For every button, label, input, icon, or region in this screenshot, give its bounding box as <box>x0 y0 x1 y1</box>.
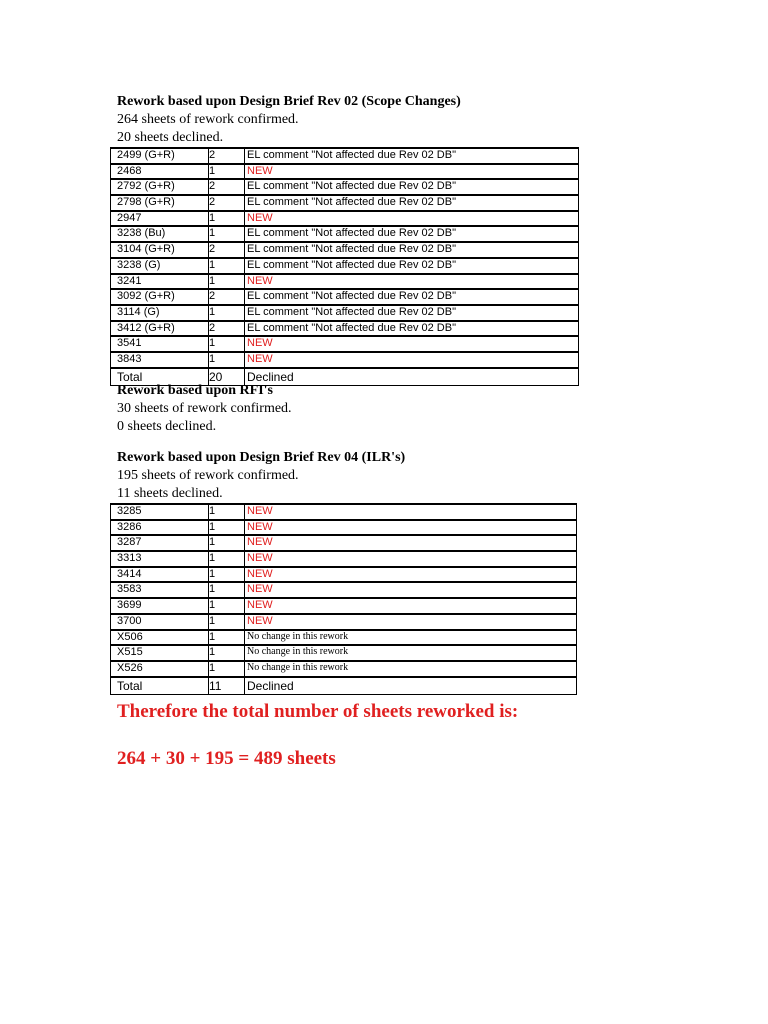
sheet-count-cell: 1 <box>209 226 245 242</box>
sheet-count-cell: 1 <box>209 551 245 567</box>
sheet-count-cell: 1 <box>209 614 245 630</box>
total-count-cell: 20 <box>209 368 245 386</box>
sheet-number-cell: 3700 <box>111 614 209 630</box>
table-row <box>111 598 577 614</box>
sheet-number-cell: 3287 <box>111 535 209 551</box>
sheet-count-cell: 1 <box>209 661 245 677</box>
sheet-number-cell: 2798 (G+R) <box>111 195 209 211</box>
sheet-number-cell: 3414 <box>111 567 209 583</box>
table-row <box>111 614 577 630</box>
sheet-count-cell: 1 <box>209 630 245 646</box>
sheet-number-cell: 3241 <box>111 274 209 290</box>
table-row <box>111 258 579 274</box>
total-comment-cell: Declined <box>245 677 577 695</box>
sheet-count-cell: 1 <box>209 258 245 274</box>
conclusion-total: 264 + 30 + 195 = 489 sheets <box>117 748 336 769</box>
sheet-number-cell: 3104 (G+R) <box>111 242 209 258</box>
table-row <box>111 289 579 305</box>
new-status-cell: NEW <box>245 535 577 551</box>
comment-cell: EL comment "Not affected due Rev 02 DB" <box>245 242 579 258</box>
sheet-count-cell: 1 <box>209 164 245 180</box>
comment-cell: No change in this rework <box>245 630 577 646</box>
table-row <box>111 535 577 551</box>
new-status-cell: NEW <box>245 274 579 290</box>
table-row <box>111 630 577 646</box>
section-rfis <box>117 382 292 436</box>
new-status-cell: NEW <box>245 614 577 630</box>
section-ilrs <box>117 449 405 503</box>
section-heading: Rework based upon Design Brief Rev 02 (Scope Changes) <box>117 94 461 109</box>
new-status-cell: NEW <box>245 352 579 368</box>
sheet-number-cell: X506 <box>111 630 209 646</box>
new-status-cell: NEW <box>245 582 577 598</box>
table-row <box>111 520 577 536</box>
table-row <box>111 226 579 242</box>
sheet-count-cell: 2 <box>209 179 245 195</box>
sheet-count-cell: 1 <box>209 645 245 661</box>
sheet-number-cell: 3843 <box>111 352 209 368</box>
sheet-count-cell: 1 <box>209 211 245 227</box>
sheet-count-cell: 1 <box>209 598 245 614</box>
declined-line: 11 sheets declined. <box>117 486 223 501</box>
sheet-number-cell: 3541 <box>111 336 209 352</box>
sheet-number-cell: 3699 <box>111 598 209 614</box>
declined-line: 0 sheets declined. <box>117 419 217 434</box>
section-heading: Rework based upon Design Brief Rev 04 (ILR's) <box>117 450 406 465</box>
sheet-number-cell: 2792 (G+R) <box>111 179 209 195</box>
sheet-count-cell: 1 <box>209 567 245 583</box>
sheet-count-cell: 1 <box>209 582 245 598</box>
sheet-number-cell: 3238 (G) <box>111 258 209 274</box>
sheet-count-cell: 2 <box>209 289 245 305</box>
table-row <box>111 661 577 677</box>
sheet-count-cell: 1 <box>209 305 245 321</box>
sheet-count-cell: 1 <box>209 520 245 536</box>
sheet-number-cell: 3285 <box>111 504 209 520</box>
sheet-number-cell: 3092 (G+R) <box>111 289 209 305</box>
total-row <box>111 677 577 695</box>
confirmed-line: 264 sheets of rework confirmed. <box>117 112 299 127</box>
table-row <box>111 164 579 180</box>
scope-changes-table <box>110 147 579 386</box>
sheet-number-cell: X526 <box>111 661 209 677</box>
sheet-count-cell: 1 <box>209 352 245 368</box>
table-row <box>111 179 579 195</box>
new-status-cell: NEW <box>245 164 579 180</box>
table-row <box>111 551 577 567</box>
declined-line: 20 sheets declined. <box>117 130 224 145</box>
new-status-cell: NEW <box>245 211 579 227</box>
sheet-number-cell: 3238 (Bu) <box>111 226 209 242</box>
sheet-count-cell: 1 <box>209 336 245 352</box>
comment-cell: No change in this rework <box>245 645 577 661</box>
total-count-cell: 11 <box>209 677 245 695</box>
sheet-count-cell: 1 <box>209 274 245 290</box>
sheet-number-cell: 3114 (G) <box>111 305 209 321</box>
new-status-cell: NEW <box>245 504 577 520</box>
sheet-number-cell: 3286 <box>111 520 209 536</box>
conclusion-heading: Therefore the total number of sheets reworked is: <box>117 701 519 722</box>
comment-cell: EL comment "Not affected due Rev 02 DB" <box>245 179 579 195</box>
sheet-number-cell: 3412 (G+R) <box>111 321 209 337</box>
sheet-number-cell: X515 <box>111 645 209 661</box>
table-row <box>111 242 579 258</box>
new-status-cell: NEW <box>245 520 577 536</box>
sheet-count-cell: 2 <box>209 321 245 337</box>
confirmed-line: 30 sheets of rework confirmed. <box>117 401 292 416</box>
comment-cell: EL comment "Not affected due Rev 02 DB" <box>245 321 579 337</box>
table-row <box>111 336 579 352</box>
comment-cell: EL comment "Not affected due Rev 02 DB" <box>245 258 579 274</box>
table-row <box>111 645 577 661</box>
new-status-cell: NEW <box>245 551 577 567</box>
sheet-number-cell: 3313 <box>111 551 209 567</box>
sheet-count-cell: 1 <box>209 504 245 520</box>
sheet-count-cell: 1 <box>209 535 245 551</box>
sheet-number-cell: 2468 <box>111 164 209 180</box>
sheet-number-cell: 2499 (G+R) <box>111 148 209 164</box>
section-heading: Rework based upon RFI's <box>117 383 273 398</box>
table-row <box>111 305 579 321</box>
comment-cell: EL comment "Not affected due Rev 02 DB" <box>245 226 579 242</box>
total-label-cell: Total <box>111 677 209 695</box>
confirmed-line: 195 sheets of rework confirmed. <box>117 468 299 483</box>
table-row <box>111 148 579 164</box>
comment-cell: EL comment "Not affected due Rev 02 DB" <box>245 289 579 305</box>
table-row <box>111 352 579 368</box>
comment-cell: No change in this rework <box>245 661 577 677</box>
table-row <box>111 582 577 598</box>
table-row <box>111 211 579 227</box>
sheet-count-cell: 2 <box>209 148 245 164</box>
comment-cell: EL comment "Not affected due Rev 02 DB" <box>245 305 579 321</box>
total-label-cell: Total <box>111 368 209 386</box>
table-row <box>111 321 579 337</box>
new-status-cell: NEW <box>245 336 579 352</box>
new-status-cell: NEW <box>245 567 577 583</box>
table-row <box>111 195 579 211</box>
section-scope-changes <box>117 93 461 147</box>
ilrs-table <box>110 503 577 695</box>
table-row <box>111 567 577 583</box>
table-row <box>111 504 577 520</box>
sheet-number-cell: 3583 <box>111 582 209 598</box>
table-row <box>111 274 579 290</box>
sheet-count-cell: 2 <box>209 195 245 211</box>
new-status-cell: NEW <box>245 598 577 614</box>
sheet-number-cell: 2947 <box>111 211 209 227</box>
comment-cell: EL comment "Not affected due Rev 02 DB" <box>245 148 579 164</box>
total-comment-cell: Declined <box>245 368 579 386</box>
comment-cell: EL comment "Not affected due Rev 02 DB" <box>245 195 579 211</box>
sheet-count-cell: 2 <box>209 242 245 258</box>
